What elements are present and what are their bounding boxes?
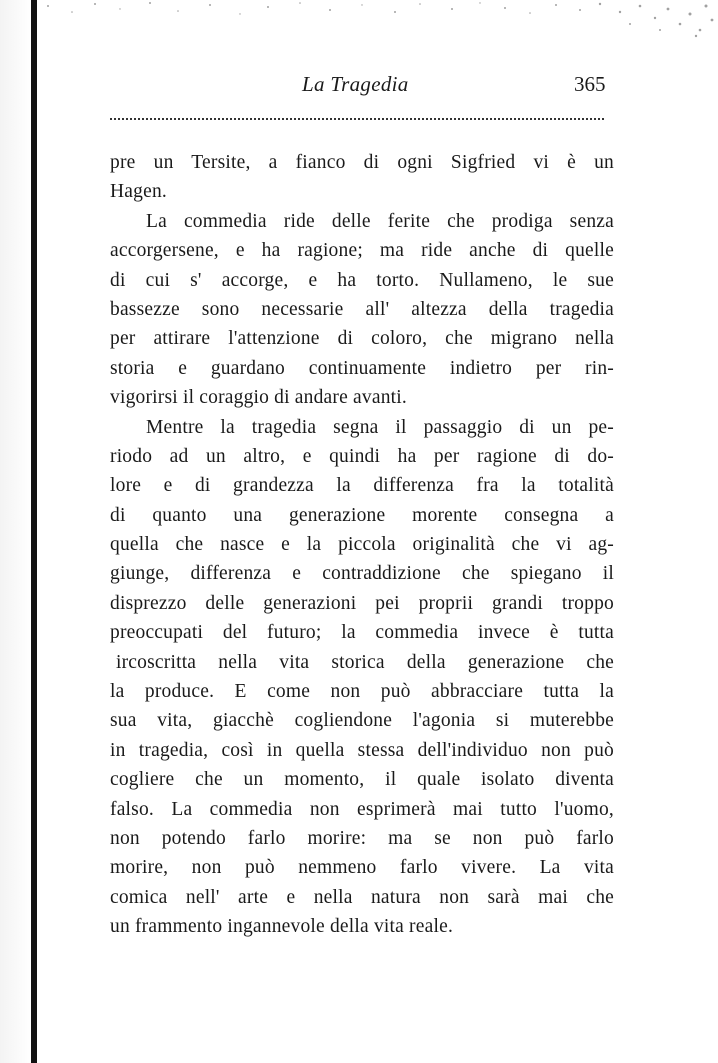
text-line: falso. La commedia non esprimerà mai tutto l'uomo,: [110, 798, 614, 820]
text-line: sua vita, giacchè cogliendone l'agonia si muterebbe: [110, 710, 614, 732]
text-line: in tragedia, così in quella stessa dell'individuo non può: [110, 739, 614, 761]
text-line: preoccupati del futuro; la commedia invece è tutta: [110, 622, 614, 644]
running-title: La Tragedia: [302, 72, 409, 96]
text-line: per attirare l'attenzione di coloro, che migrano nella: [110, 328, 614, 350]
text-line: storia e guardano continuamente indietro per rin-: [110, 357, 614, 379]
text-line: Hagen.: [110, 181, 167, 203]
body-text: [110, 148, 614, 942]
text-line: di cui s' accorge, e ha torto. Nullameno, le sue: [110, 269, 614, 291]
text-line: di quanto una generazione morente consegna a: [110, 504, 614, 526]
text-line: quella che nasce e la piccola originalità che vi ag-: [110, 534, 614, 556]
text-line: vigorirsi il coraggio di andare avanti.: [110, 387, 407, 409]
text-line: riodo ad un altro, e quindi ha per ragione di do-: [110, 445, 614, 467]
text-line: La commedia ride delle ferite che prodiga senza: [146, 210, 614, 232]
text-line: non potendo farlo morire: ma se non può farlo: [110, 827, 614, 849]
text-line: ircoscritta nella vita storica della generazione che: [116, 651, 614, 673]
text-line: disprezzo delle generazioni pei proprii grandi troppo: [110, 592, 614, 614]
text-line: cogliere che un momento, il quale isolato diventa: [110, 769, 614, 791]
text-line: un frammento ingannevole della vita reale.: [110, 916, 454, 938]
page-number: 365: [574, 72, 606, 96]
text-line: la produce. E come non può abbracciare tutta la: [110, 681, 614, 703]
text-line: morire, non può nemmeno farlo vivere. La vita: [110, 857, 614, 879]
page-header: [110, 72, 610, 106]
text-line: accorgersene, e ha ragione; ma ride anche di quelle: [110, 240, 614, 262]
gutter-shadow: [0, 0, 31, 1063]
text-line: comica nell' arte e nella natura non sarà mai che: [110, 886, 614, 908]
text-line: lore e di grandezza la differenza fra la totalità: [110, 475, 614, 497]
text-line: bassezze sono necessarie all' altezza della tragedia: [110, 298, 614, 320]
scan-noise: [0, 0, 718, 40]
book-spine-edge: [31, 0, 37, 1063]
text-line: Mentre la tragedia segna il passaggio di un pe-: [146, 416, 614, 438]
text-line: pre un Tersite, a fianco di ogni Sigfried vi è un: [110, 152, 614, 173]
header-rule: [110, 118, 604, 120]
text-line: giunge, differenza e contraddizione che spiegano il: [110, 563, 614, 585]
